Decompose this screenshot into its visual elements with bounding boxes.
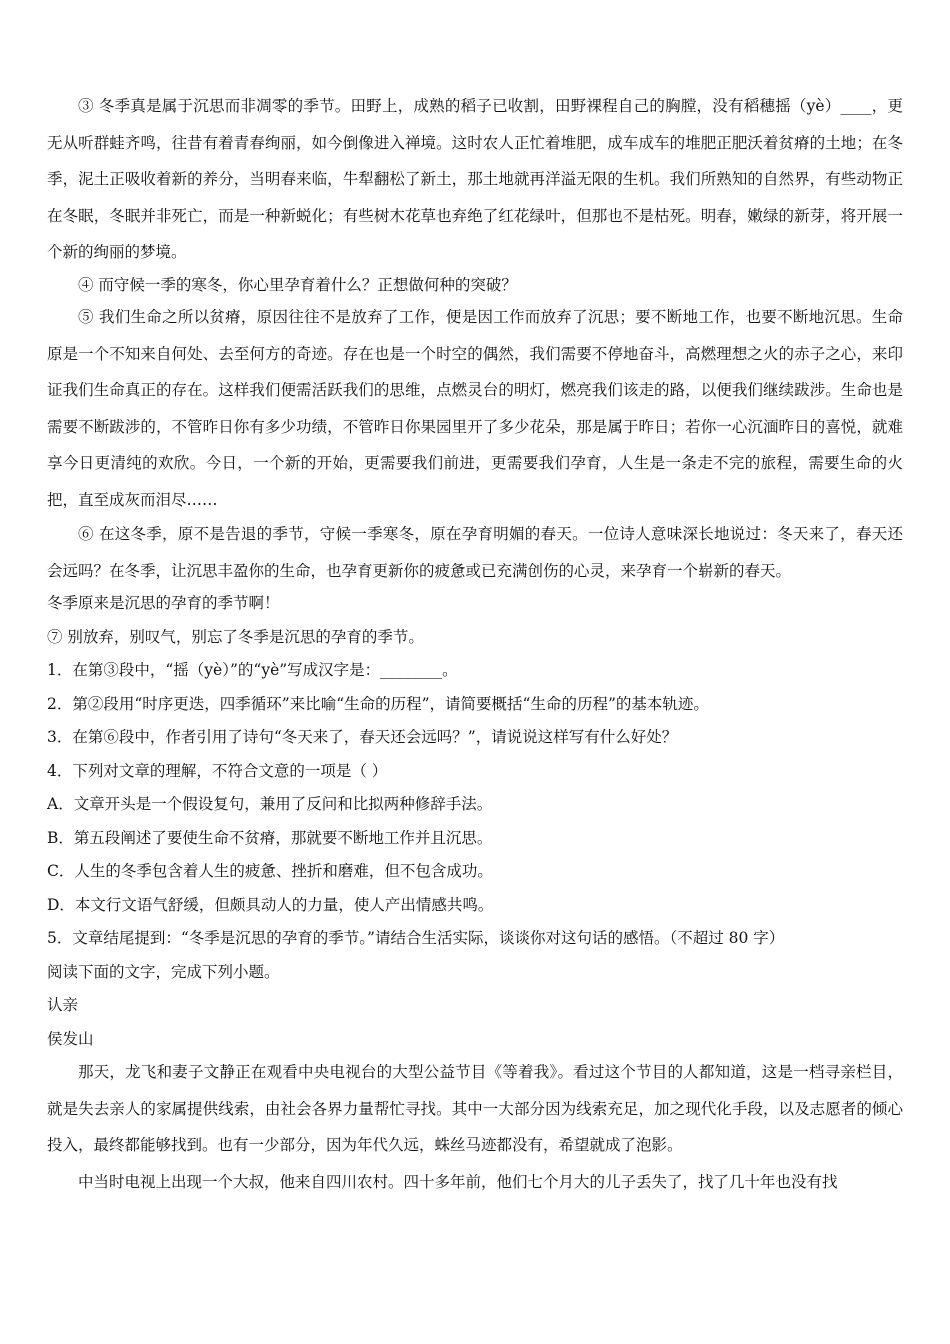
paragraph-4: ④ 而守候一季的寒冬，你心里孕育着什么？正想做何种的突破？ bbox=[78, 275, 517, 294]
paragraph-5: ⑤ 我们生命之所以贫瘠，原因往往不是放弃了工作，便是因工作而放弃了沉思；要不断地工作，也要不断地沉思。生命原是一个不知来自何处、去至何方的奇迹。存在也是一个时空的偶然，我们需要不停地奋斗，高燃理想之火的赤子之心，来印证我们生命真正的存在。这样我们便需活跃我们的思维，点燃灵台的明灯，燃亮我们该走的路，以便我们继续跋涉。生命也是需要不断跋涉的，不管昨日你有多少功绩，不管昨日你果园里开了多少花朵，那是属于昨日；若你一心沉湎昨日的喜悦，就难享今日更清纯的欢欣。今日，一个新的开始，更需要我们前进，更需要我们孕育，人生是一条走不完的旅程，需要生命的火把，直至成灰而泪尽…… bbox=[47, 308, 903, 509]
paragraph-3: ③ 冬季真是属于沉思而非凋零的季节。田野上，成熟的稻子已收割，田野裸程自己的胸膛，没有稻穗摇（yè）____，更无从听群蛙齐鸣，往昔有着青春绚丽，如今倒像进入禅境。这时农人正忙着堆肥，成车成车的堆肥正肥沃着贫瘠的土地；在冬季，泥土正吸收着新的养分，当明春来临，牛犁翻松了新土，那土地就再洋溢无限的生机。我们所熟知的自然界，有些动物正在冬眠，冬眠并非死亡，而是一种新蜕化；有些树木花草也弃绝了红花绿叶，但那也不是枯死。明春，嫩绿的新芽，将开展一个新的绚丽的梦境。 bbox=[47, 97, 903, 261]
paragraph-6: ⑥ 在这冬季，原不是告退的季节，守候一季寒冬，原在孕育明媚的春天。一位诗人意味深长地说过：冬天来了，春天还会远吗？在冬季，让沉思丰盈你的生命，也孕育更新你的疲惫或已充满创伤的心灵，来孕育一个崭新的春天。 bbox=[47, 525, 903, 580]
paragraph-6-end: 冬季原来是沉思的孕育的季节啊！ bbox=[47, 594, 280, 612]
question-2: 2．第②段用“时序更迭，四季循环”来比喻“生命的历程”，请简要概括“生命的历程”的基本轨迹。 bbox=[47, 694, 709, 713]
question-4: 4．下列对文章的理解，不符合文意的一项是（ ） bbox=[47, 761, 388, 780]
document-page bbox=[47, 88, 903, 1200]
question-5: 5．文章结尾提到：“冬季是沉思的孕育的季节。”请结合生活实际，谈谈你对这句话的感悟。（不超过 80 字） bbox=[47, 929, 785, 947]
question-4-option-c: C．人生的冬季包含着人生的疲惫、挫折和磨难，但不包含成功。 bbox=[47, 862, 493, 880]
question-4-option-a: A．文章开头是一个假设复句，兼用了反问和比拟两种修辞手法。 bbox=[47, 795, 493, 813]
paragraph-7: ⑦ 别放弃，别叹气，别忘了冬季是沉思的孕育的季节。 bbox=[47, 627, 424, 646]
story-title: 认亲 bbox=[47, 996, 79, 1014]
story-paragraph-1: 那天，龙飞和妻子文静正在观看中央电视台的大型公益节目《等着我》。看过这个节目的人都知道，这是一档寻亲栏目，就是失去亲人的家属提供线索，由社会各界力量帮忙寻找。其中一大部分因为线索充足，加之现代化手段，以及志愿者的倾心投入，最终都能够找到。也有一少部分，因为年代久远，蛛丝马迹都没有，希望就成了泡影。 bbox=[47, 1063, 903, 1154]
question-3: 3．在第⑥段中，作者引用了诗句“冬天来了，春天还会远吗？”，请说说这样写有什么好处？ bbox=[47, 728, 678, 746]
question-4-option-b: B．第五段阐述了要使生命不贫瘠，那就要不断地工作并且沉思。 bbox=[47, 828, 493, 847]
story-author: 侯发山 bbox=[47, 1029, 94, 1048]
story-paragraph-2: 中当时电视上出现一个大叔，他来自四川农村。四十多年前，他们七个月大的儿子丢失了，找了几十年也没有找 bbox=[78, 1172, 838, 1191]
question-1: 1．在第③段中，“摇（yè）”的“yè”写成汉字是：________。 bbox=[47, 661, 458, 679]
reading-instruction: 阅读下面的文字，完成下列小题。 bbox=[47, 962, 280, 981]
question-4-option-d: D．本文行文语气舒缓，但颇具动人的力量，使人产出情感共鸣。 bbox=[47, 895, 494, 914]
